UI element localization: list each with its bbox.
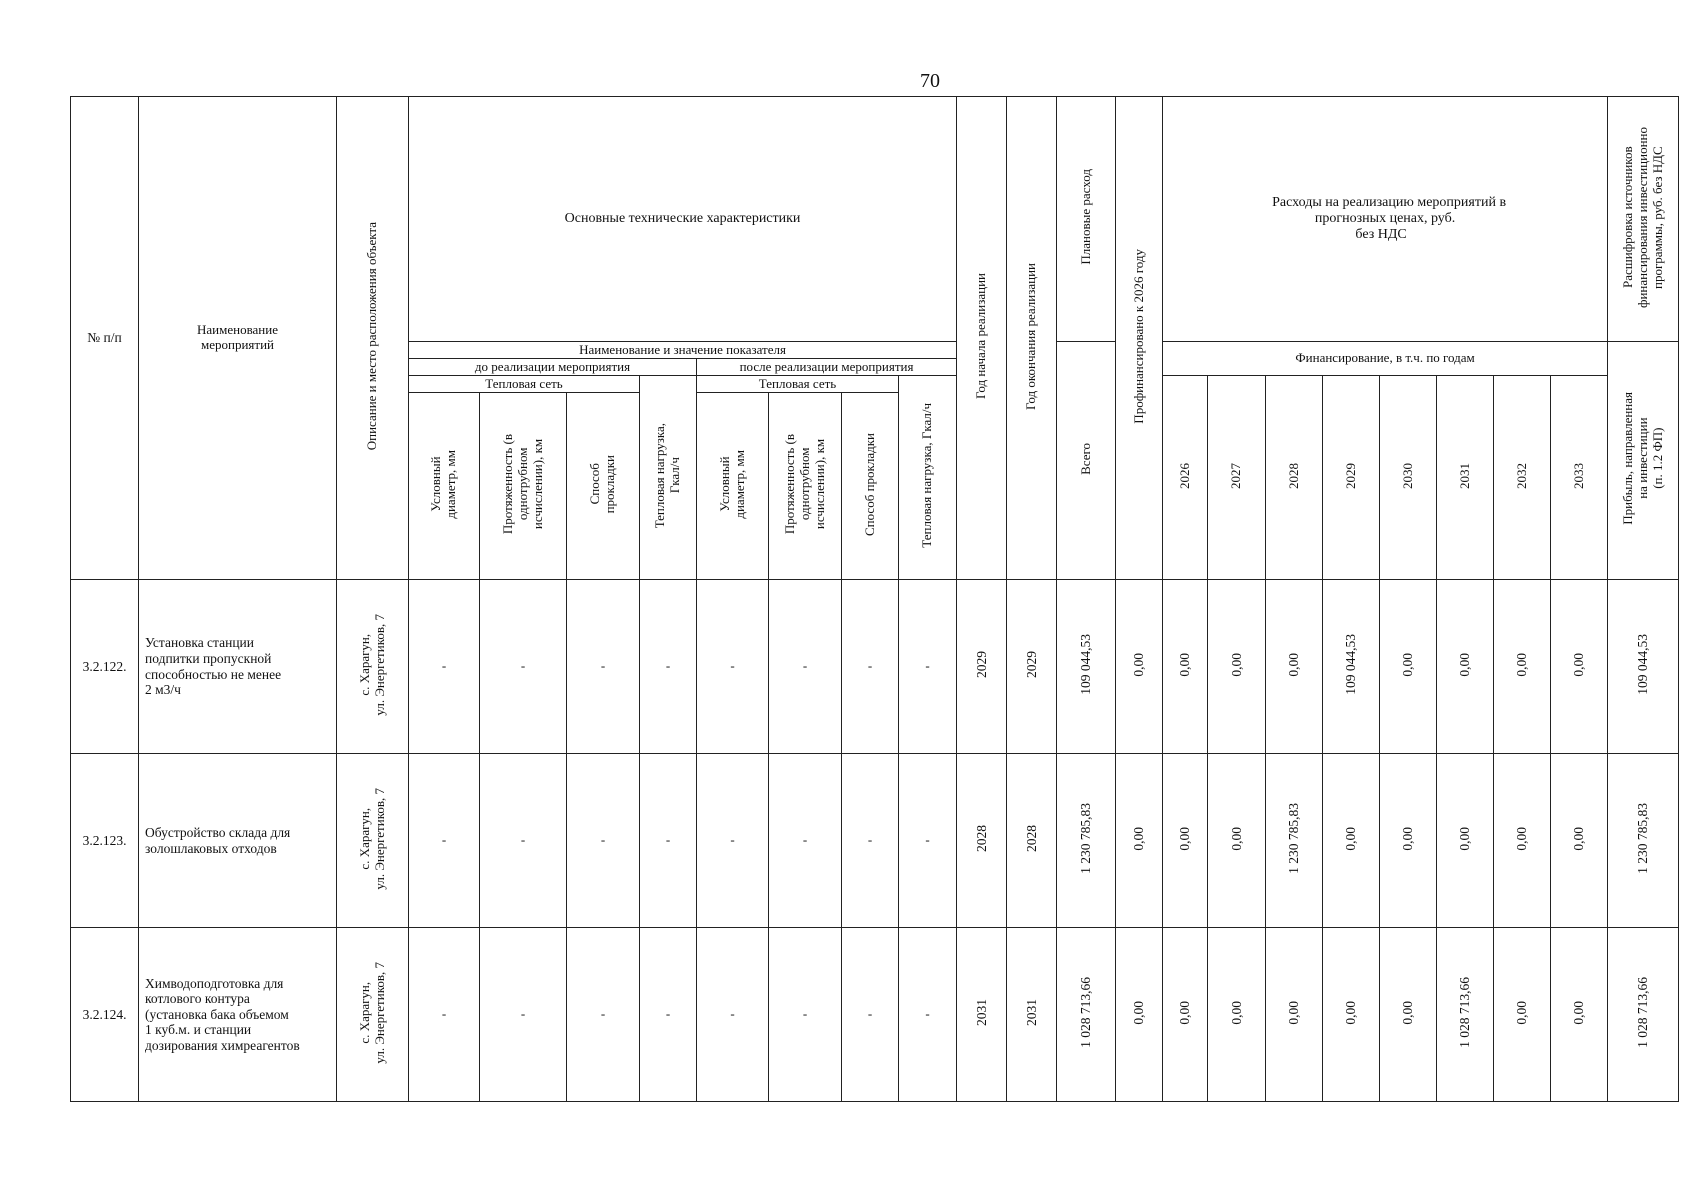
year-cell: 0,00 (1208, 754, 1266, 928)
year-cell: 1 230 785,83 (1266, 754, 1323, 928)
total-cell: 1 230 785,83 (1057, 754, 1116, 928)
header-heat-net-before: Тепловая сеть (409, 376, 640, 393)
year-cell: 0,00 (1494, 928, 1551, 1102)
row-index: 3.2.123. (71, 754, 139, 928)
header-year-2028: 2028 (1266, 376, 1323, 580)
tech-cell: - (697, 754, 769, 928)
header-start-year: Год начала реализации (957, 97, 1007, 580)
tech-cell: - (697, 928, 769, 1102)
year-cell: 0,00 (1266, 928, 1323, 1102)
year-cell: 0,00 (1208, 580, 1266, 754)
year-cell: 0,00 (1437, 754, 1494, 928)
tech-cell: - (640, 580, 697, 754)
header-laying-before: Способ прокладки (567, 393, 640, 580)
table-row (71, 754, 1679, 928)
header-planned: Плановые расход (1057, 97, 1116, 342)
tech-cell: - (899, 580, 957, 754)
row-location: с. Харагун, ул. Энергетиков, 7 (337, 928, 409, 1102)
header-indicator: Наименование и значение показателя (409, 342, 957, 359)
header-load-before: Тепловая нагрузка, Гкал/ч (640, 376, 697, 580)
header-expenses: Расходы на реализацию мероприятий в прогнозных ценах, руб. без НДС (1163, 97, 1608, 342)
start-year-cell: 2031 (957, 928, 1007, 1102)
tech-cell: - (769, 928, 842, 1102)
row-location: с. Харагун, ул. Энергетиков, 7 (337, 580, 409, 754)
tech-cell: - (899, 928, 957, 1102)
row-name: Установка станции подпитки пропускной способностью не менее 2 м3/ч (139, 580, 337, 754)
tech-cell: - (480, 928, 567, 1102)
tech-cell: - (480, 754, 567, 928)
row-name: Химводоподготовка для котлового контура (установка бака объемом 1 куб.м. и станции дозирования химреагентов (139, 928, 337, 1102)
tech-cell: - (697, 580, 769, 754)
header-load-after: Тепловая нагрузка, Гкал/ч (899, 376, 957, 580)
total-cell: 1 028 713,66 (1057, 928, 1116, 1102)
header-financing: Финансирование, в т.ч. по годам (1163, 342, 1608, 376)
tech-cell: - (409, 580, 480, 754)
header-total: Всего (1057, 342, 1116, 580)
tech-cell: - (409, 928, 480, 1102)
prefinanced-cell: 0,00 (1116, 580, 1163, 754)
tech-cell: - (480, 580, 567, 754)
header-profit: Прибыль, направленная на инвестиции (п. 1.2 ФП) (1608, 342, 1679, 580)
total-cell: 109 044,53 (1057, 580, 1116, 754)
header-year-2027: 2027 (1208, 376, 1266, 580)
row-index: 3.2.124. (71, 928, 139, 1102)
tech-cell: - (769, 754, 842, 928)
year-cell: 1 028 713,66 (1437, 928, 1494, 1102)
end-year-cell: 2029 (1007, 580, 1057, 754)
year-cell: 0,00 (1380, 580, 1437, 754)
profit-cell: 1 230 785,83 (1608, 754, 1679, 928)
year-cell: 0,00 (1163, 754, 1208, 928)
header-end-year: Год окончания реализации (1007, 97, 1057, 580)
header-after: после реализации мероприятия (697, 359, 957, 376)
header-length-before: Протяженность (в однотрубном исчислении), км (480, 393, 567, 580)
tech-cell: - (899, 754, 957, 928)
year-cell: 0,00 (1266, 580, 1323, 754)
tech-cell: - (842, 754, 899, 928)
profit-cell: 1 028 713,66 (1608, 928, 1679, 1102)
header-diameter-after: Условный диаметр, мм (697, 393, 769, 580)
year-cell: 0,00 (1208, 928, 1266, 1102)
tech-cell: - (640, 754, 697, 928)
end-year-cell: 2028 (1007, 754, 1057, 928)
tech-cell: - (769, 580, 842, 754)
tech-cell: - (567, 928, 640, 1102)
header-year-2030: 2030 (1380, 376, 1437, 580)
tech-cell: - (567, 754, 640, 928)
tech-cell: - (409, 754, 480, 928)
start-year-cell: 2029 (957, 580, 1007, 754)
year-cell: 0,00 (1163, 928, 1208, 1102)
year-cell: 109 044,53 (1323, 580, 1380, 754)
page-number: 70 (920, 70, 940, 92)
end-year-cell: 2031 (1007, 928, 1057, 1102)
start-year-cell: 2028 (957, 754, 1007, 928)
header-laying-after: Способ прокладки (842, 393, 899, 580)
table-row (71, 580, 1679, 754)
year-cell: 0,00 (1437, 580, 1494, 754)
header-sources: Расшифровка источников финансирования инвестиционно программы, руб. без НДС (1608, 97, 1679, 342)
investment-table (70, 96, 1679, 1102)
row-name: Обустройство склада для золошлаковых отходов (139, 754, 337, 928)
table-row (71, 928, 1679, 1102)
prefinanced-cell: 0,00 (1116, 754, 1163, 928)
header-length-after: Протяженность (в однотрубном исчислении), км (769, 393, 842, 580)
header-year-2031: 2031 (1437, 376, 1494, 580)
header-year-2033: 2033 (1551, 376, 1608, 580)
year-cell: 0,00 (1323, 754, 1380, 928)
tech-cell: - (640, 928, 697, 1102)
header-before: до реализации мероприятия (409, 359, 697, 376)
header-year-2032: 2032 (1494, 376, 1551, 580)
year-cell: 0,00 (1163, 580, 1208, 754)
header-location: Описание и место расположения объекта (337, 97, 409, 580)
header-prefinanced: Профинансировано к 2026 году (1116, 97, 1163, 580)
header-num: № п/п (71, 97, 139, 580)
year-cell: 0,00 (1380, 754, 1437, 928)
year-cell: 0,00 (1380, 928, 1437, 1102)
year-cell: 0,00 (1551, 928, 1608, 1102)
tech-cell: - (842, 580, 899, 754)
year-cell: 0,00 (1551, 754, 1608, 928)
prefinanced-cell: 0,00 (1116, 928, 1163, 1102)
year-cell: 0,00 (1494, 754, 1551, 928)
profit-cell: 109 044,53 (1608, 580, 1679, 754)
header-heat-net-after: Тепловая сеть (697, 376, 899, 393)
year-cell: 0,00 (1494, 580, 1551, 754)
header-name: Наименование мероприятий (139, 97, 337, 580)
year-cell: 0,00 (1551, 580, 1608, 754)
year-cell: 0,00 (1323, 928, 1380, 1102)
row-location: с. Харагун, ул. Энергетиков, 7 (337, 754, 409, 928)
tech-cell: - (567, 580, 640, 754)
header-diameter-before: Условный диаметр, мм (409, 393, 480, 580)
header-tech: Основные технические характеристики (409, 97, 957, 342)
header-year-2026: 2026 (1163, 376, 1208, 580)
header-year-2029: 2029 (1323, 376, 1380, 580)
tech-cell: - (842, 928, 899, 1102)
row-index: 3.2.122. (71, 580, 139, 754)
